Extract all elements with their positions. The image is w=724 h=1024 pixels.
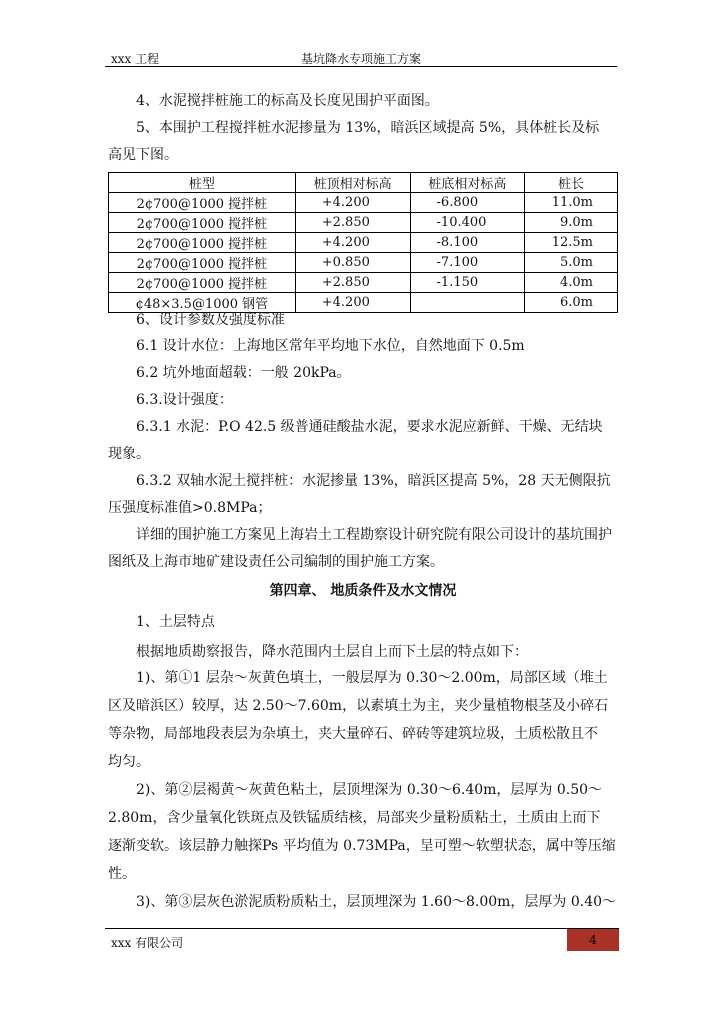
para-6-3-1-line2: 现象。 [108,446,150,462]
cell-length: 4.0m [525,273,618,293]
col-header-length: 桩长 [525,173,618,193]
table-row [109,273,618,293]
pile-table [108,172,618,313]
para-4: 4、水泥搅拌桩施工的标高及长度见围护平面图。 [136,93,439,109]
cell-top: +2.850 [295,213,410,233]
chapter-title: 第四章、 地质条件及水文情况 [269,583,457,599]
table-row [109,253,618,273]
cell-bottom: -1.150 [410,273,525,293]
soil-intro: 根据地质勘察报告，降水范围内土层自上而下土层的特点如下： [136,644,528,660]
header-title: 基坑降水专项施工方案 [300,52,421,66]
cell-type: 2¢700@1000 搅拌桩 [109,233,296,253]
cell-top: +0.850 [295,253,410,273]
layer1-line4: 均匀。 [108,754,150,770]
table-row [109,193,618,213]
page-header [105,48,617,67]
cell-length: 5.0m [525,253,618,273]
layer3-line1: 3)、第③层灰色淤泥质粉质粘土，层顶埋深为 1.60～8.00m，层厚为 0.40～ [136,894,617,910]
cell-type: 2¢700@1000 搅拌桩 [109,253,296,273]
para-6-3-2-line1: 6.3.2 双轴水泥土搅拌桩：水泥掺量 13%，暗浜区提高 5%，28 天无侧限抗 [136,473,611,489]
col-header-top: 桩顶相对标高 [295,173,410,193]
cell-top: +4.200 [295,193,410,213]
para-6-3-2-line2: 压强度标准值>0.8MPa； [108,500,272,516]
para-5-line1: 5、本围护工程搅拌桩水泥掺量为 13%，暗浜区域提高 5%，具体桩长及标 [136,120,600,136]
cell-length: 9.0m [525,213,618,233]
cell-type: 2¢700@1000 搅拌桩 [109,213,296,233]
cell-top: +4.200 [295,233,410,253]
table-row [109,213,618,233]
para-6-3-1-line1: 6.3.1 水泥：P.O 42.5 级普通硅酸盐水泥，要求水泥应新鲜、干燥、无结块 [136,419,603,435]
page-footer [105,928,619,951]
cell-top: +4.200 [295,293,410,313]
layer1-line1: 1)、第①1 层杂～灰黄色填土，一般层厚为 0.30～2.00m，局部区域（堆土 [136,670,608,686]
section-soil: 1、土层特点 [136,614,215,630]
table-row [109,233,618,253]
layer2-line4: 性。 [108,866,136,882]
cell-length: 12.5m [525,233,618,253]
page-number: 4 [567,929,619,951]
cell-type: ¢48×3.5@1000 钢管 [109,293,296,313]
para-6-2: 6.2 坑外地面超载：一般 20kPa。 [136,365,351,381]
para-6-3: 6.3.设计强度： [136,392,233,408]
para-5-line2: 高见下图。 [108,147,178,163]
cell-type: 2¢700@1000 搅拌桩 [109,273,296,293]
col-header-bottom: 桩底相对标高 [410,173,525,193]
table-header-row [109,173,618,193]
cell-bottom: -8.100 [410,233,525,253]
cell-top: +2.850 [295,273,410,293]
para-6-1: 6.1 设计水位：上海地区常年平均地下水位，自然地面下 0.5m [136,338,525,354]
layer1-line3: 等杂物，局部地段表层为杂填土，夹大量碎石、碎砖等建筑垃圾，土质松散且不 [108,726,598,742]
header-project: xxx 工程 [111,52,160,66]
para-design-line1: 详细的围护施工方案见上海岩土工程勘察设计研究院有限公司设计的基坑围护 [136,527,612,543]
cell-length: 11.0m [525,193,618,213]
layer2-line2: 2.80m，含少量氧化铁斑点及铁锰质结核，局部夹少量粉质粘土，土质由上而下 [108,810,601,826]
cell-bottom: -10.400 [410,213,525,233]
cell-bottom: -6.800 [410,193,525,213]
para-6: 6、设计参数及强度标准 [136,312,285,328]
para-design-line2: 图纸及上海市地矿建设责任公司编制的围护施工方案。 [108,554,444,570]
cell-length: 6.0m [525,293,618,313]
col-header-type: 桩型 [109,173,296,193]
layer1-line2: 区及暗浜区）较厚，达 2.50～7.60m，以素填土为主，夹少量植物根茎及小碎石 [108,698,609,714]
layer2-line1: 2)、第②层褐黄～灰黄色粘土，层顶埋深为 0.30～6.40m，层厚为 0.50～ [136,782,603,798]
cell-type: 2¢700@1000 搅拌桩 [109,193,296,213]
cell-bottom: -7.100 [410,253,525,273]
footer-company: xxx 有限公司 [111,936,184,950]
layer2-line3: 逐渐变软。该层静力触探Ps 平均值为 0.73MPa，呈可塑～软塑状态，属中等压缩 [108,838,616,854]
